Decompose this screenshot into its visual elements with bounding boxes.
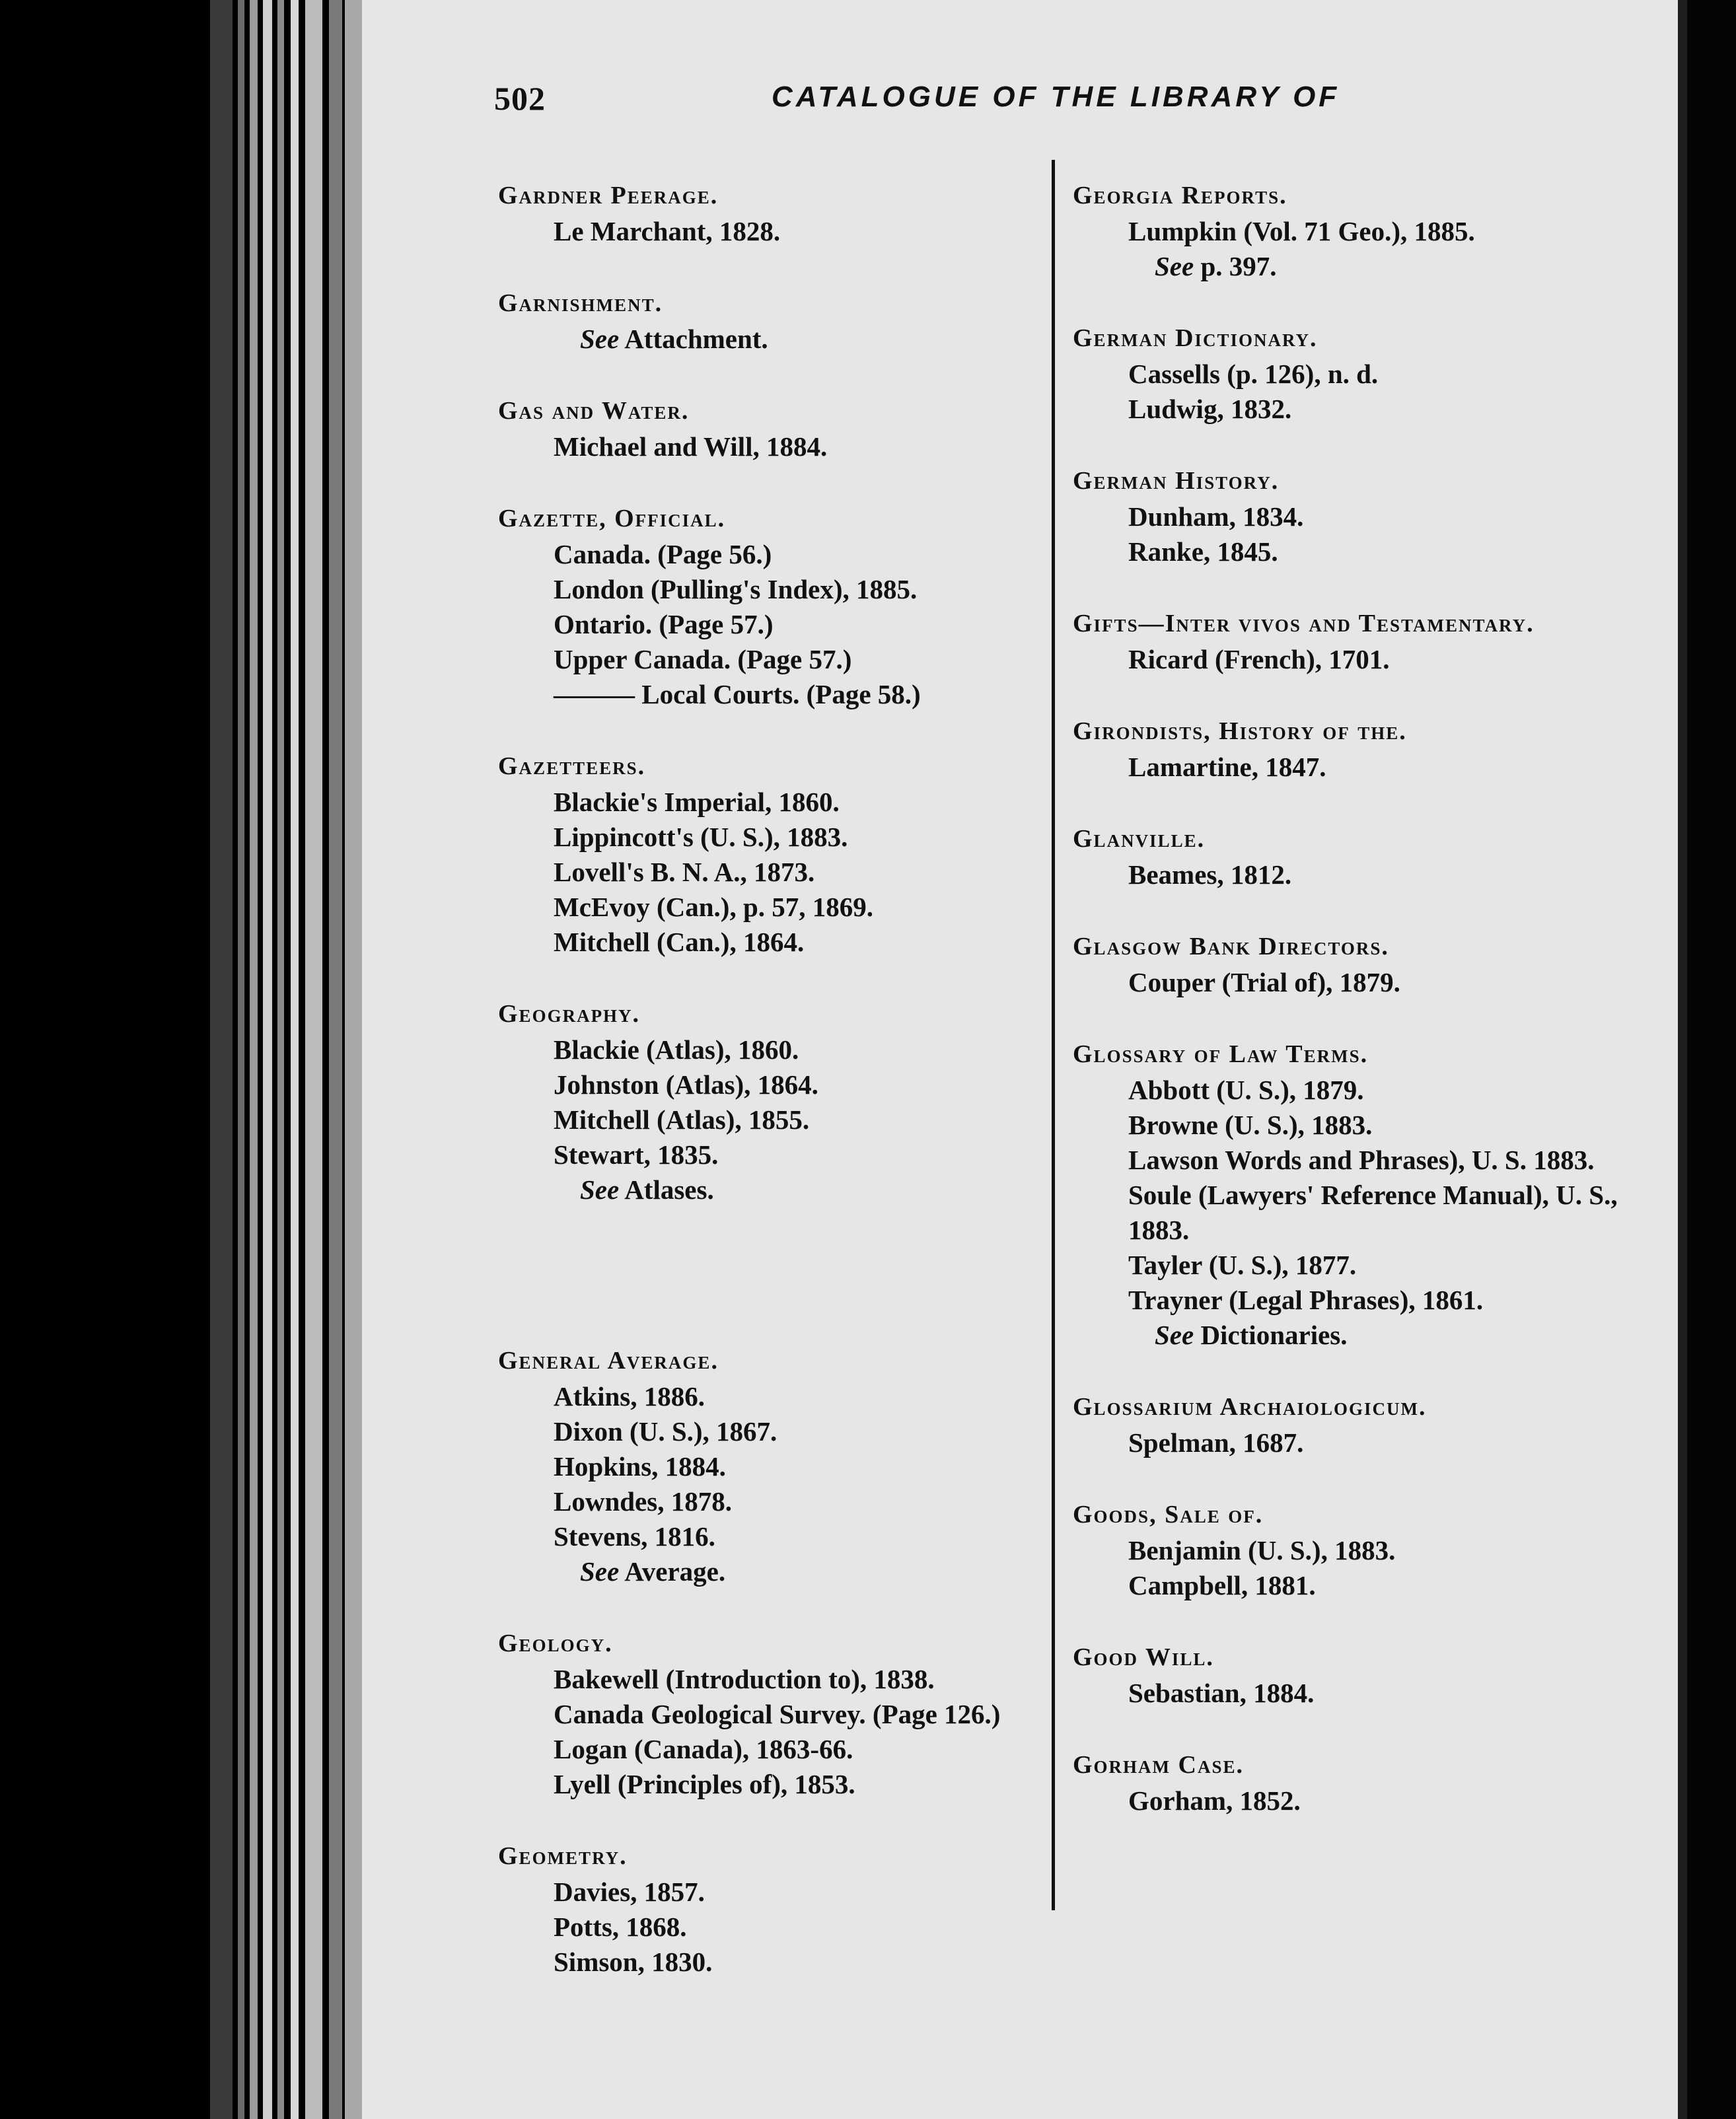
entry-reference: Lovell's B. N. A., 1873. <box>554 857 815 887</box>
entry-heading: German Dictionary. <box>1073 324 1318 352</box>
see-target: p. 397. <box>1200 251 1277 281</box>
binding-stripe <box>250 0 258 2119</box>
catalogue-entry <box>1073 928 1667 1000</box>
page-number: 502 <box>494 80 546 117</box>
entry-reference: Upper Canada. (Page 57.) <box>554 644 852 674</box>
entry-heading: Gazette, Official. <box>498 505 726 532</box>
entry-heading: Geology. <box>498 1630 613 1657</box>
binding-stripe <box>305 0 322 2119</box>
entry-reference: Gorham, 1852. <box>1128 1785 1301 1816</box>
book-page <box>362 0 1678 2119</box>
entry-heading: Glossarium Archaiologicum. <box>1073 1393 1427 1421</box>
entry-reference: McEvoy (Can.), p. 57, 1869. <box>554 892 874 922</box>
entry-reference: Lawson Words and Phrases), U. S. 1883. <box>1128 1145 1595 1175</box>
entry-reference: Trayner (Legal Phrases), 1861. <box>1128 1285 1484 1315</box>
catalogue-entry <box>1073 1036 1667 1353</box>
entry-heading: General Average. <box>498 1347 719 1375</box>
entry-heading: Geography. <box>498 1000 641 1028</box>
catalogue-entry <box>1073 820 1667 892</box>
see-label: See <box>580 1174 620 1205</box>
see-reference <box>1073 249 1667 284</box>
catalogue-entry <box>498 285 1027 357</box>
entry-reference: Lyell (Principles of), 1853. <box>554 1769 855 1799</box>
see-label: See <box>580 324 620 354</box>
see-target: Attachment. <box>624 324 768 354</box>
catalogue-entry <box>498 392 1027 464</box>
entry-reference: Browne (U. S.), 1883. <box>1128 1110 1373 1140</box>
entry-heading: Garnishment. <box>498 289 663 317</box>
entry-reference: Canada Geological Survey. (Page 126.) <box>554 1699 1001 1729</box>
entry-heading: Glanville. <box>1073 825 1206 853</box>
entry-reference: Beames, 1812. <box>1128 859 1292 890</box>
entry-heading: Gazetteers. <box>498 752 646 780</box>
catalogue-entry <box>1073 1639 1667 1711</box>
binding-stripe <box>210 0 233 2119</box>
entry-reference: Blackie's Imperial, 1860. <box>554 787 840 817</box>
entry-reference: Tayler (U. S.), 1877. <box>1128 1250 1357 1280</box>
entry-reference: Lumpkin (Vol. 71 Geo.), 1885. <box>1128 216 1475 246</box>
catalogue-entry <box>498 177 1027 249</box>
catalogue-entry <box>1073 177 1667 284</box>
entry-reference: Ludwig, 1832. <box>1128 394 1292 424</box>
see-label: See <box>1155 251 1194 281</box>
binding-stripe <box>329 0 342 2119</box>
entry-reference: Stewart, 1835. <box>554 1139 719 1170</box>
binding-stripe <box>238 0 244 2119</box>
entry-reference: Spelman, 1687. <box>1128 1427 1304 1458</box>
entry-heading: Gifts—Inter vivos and Testamentary. <box>1073 610 1535 637</box>
entry-reference: Ricard (French), 1701. <box>1128 644 1390 674</box>
entry-reference: Mitchell (Atlas), 1855. <box>554 1104 810 1135</box>
entry-reference: Potts, 1868. <box>554 1912 687 1942</box>
entry-reference: Cassells (p. 126), n. d. <box>1128 359 1379 389</box>
entry-reference: Bakewell (Introduction to), 1838. <box>554 1664 935 1694</box>
entry-reference: Dixon (U. S.), 1867. <box>554 1416 778 1447</box>
entry-heading: Good Will. <box>1073 1643 1214 1671</box>
entry-reference: ——— Local Courts. (Page 58.) <box>554 679 921 709</box>
entry-reference: Le Marchant, 1828. <box>554 216 781 246</box>
see-reference <box>498 322 1027 357</box>
see-reference <box>498 1172 1027 1207</box>
entry-reference: Mitchell (Can.), 1864. <box>554 927 805 957</box>
see-target: Dictionaries. <box>1200 1320 1348 1350</box>
catalogue-entry <box>498 1838 1027 1980</box>
binding-stripe <box>263 0 272 2119</box>
see-reference <box>498 1554 1027 1589</box>
column-gap <box>498 1243 1027 1342</box>
catalogue-entry <box>498 500 1027 712</box>
catalogue-entry <box>1073 462 1667 569</box>
binding-stripe <box>345 0 362 2119</box>
right-page-edge-strip <box>1678 0 1687 2119</box>
entry-reference: Lippincott's (U. S.), 1883. <box>554 822 848 852</box>
entry-reference: Campbell, 1881. <box>1128 1570 1316 1600</box>
entry-reference: Soule (Lawyers' Reference Manual), U. S., 1883. <box>1128 1180 1618 1245</box>
catalogue-entry <box>498 995 1027 1207</box>
entry-heading: German History. <box>1073 467 1280 495</box>
entry-heading: Glasgow Bank Directors. <box>1073 933 1389 960</box>
catalogue-entry <box>498 1625 1027 1802</box>
entry-reference: Blackie (Atlas), 1860. <box>554 1034 799 1065</box>
see-label: See <box>580 1556 620 1587</box>
entry-heading: Geometry. <box>498 1842 628 1870</box>
entry-reference: Abbott (U. S.), 1879. <box>1128 1075 1364 1105</box>
entry-reference: Hopkins, 1884. <box>554 1451 726 1482</box>
catalogue-entry <box>498 1342 1027 1589</box>
entry-heading: Gorham Case. <box>1073 1751 1245 1779</box>
entry-reference: Davies, 1857. <box>554 1877 705 1907</box>
see-target: Average. <box>624 1556 726 1587</box>
entry-reference: Logan (Canada), 1863-66. <box>554 1734 853 1764</box>
left-column <box>498 177 1027 2015</box>
catalogue-entry <box>1073 713 1667 785</box>
entry-reference: Couper (Trial of), 1879. <box>1128 967 1400 997</box>
catalogue-entry <box>1073 1746 1667 1818</box>
entry-reference: Lowndes, 1878. <box>554 1486 732 1517</box>
binding-stripe <box>291 0 299 2119</box>
see-target: Atlases. <box>624 1174 714 1205</box>
binding-stripe <box>277 0 284 2119</box>
entry-reference: Ontario. (Page 57.) <box>554 609 774 639</box>
entry-reference: Stevens, 1816. <box>554 1521 715 1552</box>
entry-reference: Johnston (Atlas), 1864. <box>554 1069 818 1100</box>
catalogue-entry <box>1073 1496 1667 1603</box>
entry-reference: Atkins, 1886. <box>554 1381 705 1412</box>
see-label: See <box>1155 1320 1194 1350</box>
entry-reference: Dunham, 1834. <box>1128 501 1304 532</box>
entry-reference: Simson, 1830. <box>554 1947 713 1977</box>
entry-reference: Sebastian, 1884. <box>1128 1678 1315 1708</box>
see-reference <box>1073 1318 1667 1353</box>
entry-reference: London (Pulling's Index), 1885. <box>554 574 918 604</box>
entry-reference: Canada. (Page 56.) <box>554 539 772 569</box>
entry-heading: Georgia Reports. <box>1073 182 1287 209</box>
entry-heading: Gardner Peerage. <box>498 182 719 209</box>
catalogue-entry <box>498 748 1027 960</box>
entry-heading: Goods, Sale of. <box>1073 1501 1264 1528</box>
entry-heading: Gas and Water. <box>498 397 690 425</box>
column-divider <box>1052 160 1055 1910</box>
entry-heading: Glossary of Law Terms. <box>1073 1040 1369 1068</box>
entry-heading: Girondists, History of the. <box>1073 717 1407 745</box>
entry-reference: Lamartine, 1847. <box>1128 752 1326 782</box>
catalogue-entry <box>1073 605 1667 677</box>
running-head: CATALOGUE OF THE LIBRARY OF <box>772 81 1340 113</box>
entry-reference: Benjamin (U. S.), 1883. <box>1128 1535 1396 1565</box>
entry-reference: Michael and Will, 1884. <box>554 431 828 462</box>
entry-reference: Ranke, 1845. <box>1128 536 1278 567</box>
catalogue-entry <box>1073 320 1667 427</box>
catalogue-entry <box>1073 1388 1667 1460</box>
right-column <box>1073 177 1667 1854</box>
